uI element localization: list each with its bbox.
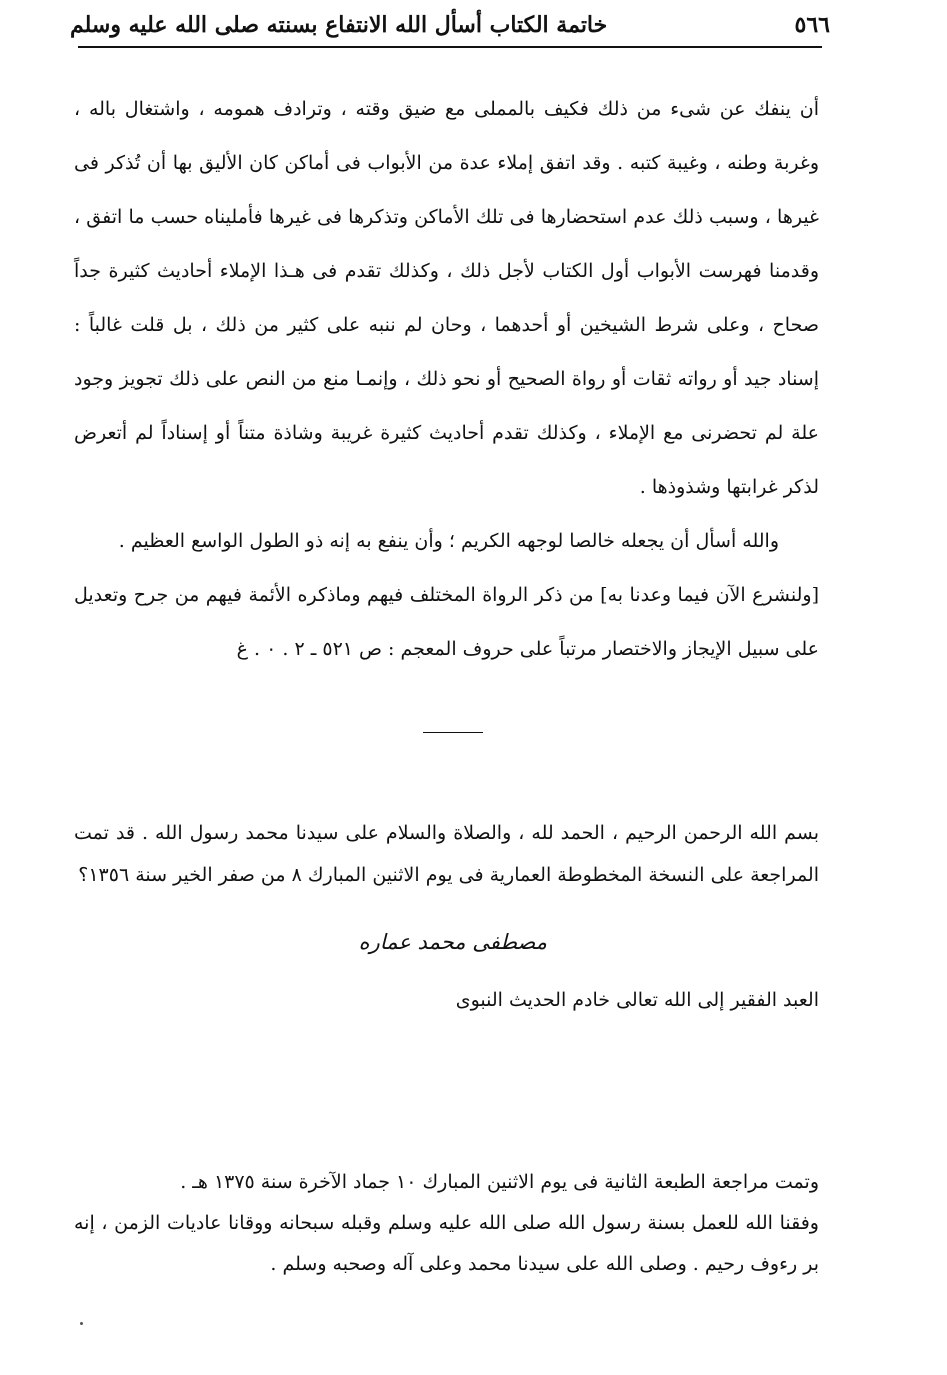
- scan-speck: [80, 1322, 83, 1325]
- main-text: [74, 82, 819, 676]
- section-separator: [423, 732, 483, 733]
- colophon: [74, 812, 819, 896]
- page-number: ٥٦٦: [794, 12, 830, 38]
- running-title: خاتمة الكتاب أسأل الله الانتفاع بسنته صلى الله عليه وسلم: [70, 12, 608, 38]
- header-rule: [78, 46, 822, 48]
- second-edition-line-1: وتمت مراجعة الطبعة الثانية فى يوم الاثنين المبارك ١٠ جماد الآخرة سنة ١٣٧٥ هـ .: [180, 1171, 819, 1193]
- servant-line: العبد الفقير إلى الله تعالى خادم الحديث النبوى: [455, 989, 819, 1011]
- main-paragraph-2: والله أسأل أن يجعله خالصا لوجهه الكريم ؛ وأن ينفع به إنه ذو الطول الواسع العظيم .: [118, 530, 779, 552]
- main-paragraph-3: [ولنشرع الآن فيما وعدنا به] من ذكر الرواة المختلف فيهم وماذكره الأئمة فيهم من جرح وتعديل على سبيل الإيجاز والاختصار مرتباً على حروف المعجم : ص ٥٢١ ـ ٢ . ٠ . غ: [74, 584, 819, 660]
- running-header: [70, 8, 830, 42]
- colophon-text: بسم الله الرحمن الرحيم ، الحمد لله ، والصلاة والسلام على سيدنا محمد رسول الله . قد تمت المراجعة على النسخة المخطوطة العمارية فى يوم الاثنين المبارك ٨ من صفر الخير سنة ١٣٥٦؟: [74, 822, 819, 886]
- second-edition-line-2: وفقنا الله للعمل بسنة رسول الله صلى الله عليه وسلم وقبله سبحانه ووقانا عاديات الزمن ، إنه بر رءوف رحيم . وصلى الله على سيدنا محمد وعلى آله وصحبه وسلم .: [74, 1212, 819, 1275]
- second-edition-note: [74, 1162, 819, 1285]
- signature-name: مصطفى محمد عماره: [358, 930, 547, 954]
- main-paragraph-1: أن ينفك عن شىء من ذلك فكيف بالمملى مع ضيق وقته ، وترادف همومه ، واشتغال باله ، وغربة وطنه ، وغيبة كتبه . وقد اتفق إملاء عدة من الأبواب فى أماكن كان الأليق بها أن تُذكر فى غيرها ، وسبب ذلك عدم استحضارها فى تلك الأماكن وتذكرها فى غيرها فأمليناه حسب ما اتفق ، وقدمنا فهرست الأبواب أول الكتاب لأجل ذلك ، وكذلك تقدم فى هـذا الإملاء أحاديث كثيرة جداً صحاح ، وعلى شرط الشيخين أو أحدهما ، وحان لم ننبه على كثير من ذلك ، بل قلت غالباً : إسناد جيد أو رواته ثقات أو رواة الصحيح أو نحو ذلك ، وإنمـا منع من النص على ذلك تجويز وجود علة لم تحضرنى مع الإملاء ، وكذلك تقدم أحاديث كثيرة غريبة وشاذة متناً أو إسناداً لم أتعرض لذكر غرابتها وشذوذها .: [74, 98, 819, 498]
